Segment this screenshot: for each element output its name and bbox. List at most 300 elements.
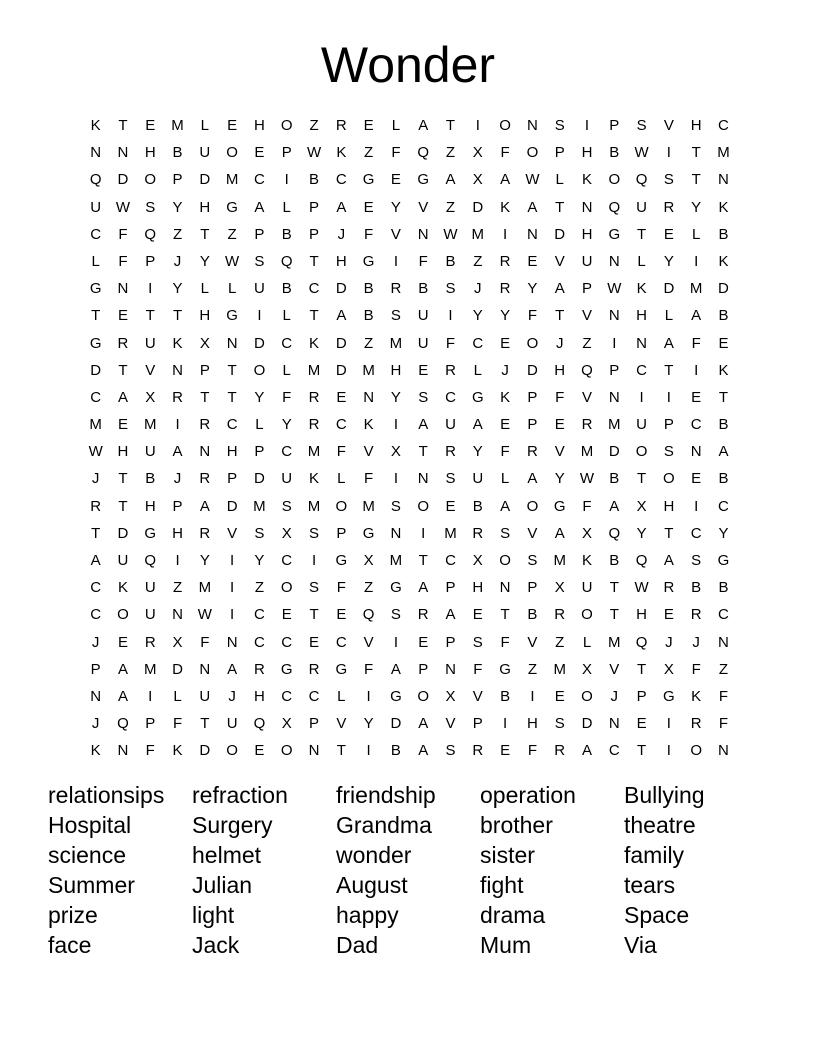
grid-letter: U [117, 552, 129, 569]
word-list-item: Dad [336, 932, 379, 958]
grid-letter: V [390, 225, 401, 243]
grid-letter: B [500, 687, 511, 705]
grid-letter: P [581, 280, 592, 298]
word-list-item: brother [480, 812, 553, 838]
grid-letter: A [581, 742, 592, 760]
grid-letter: O [226, 742, 238, 760]
grid-letter: W [88, 443, 103, 461]
grid-letter: O [608, 171, 621, 189]
grid-letter: C [608, 742, 620, 760]
grid-letter: T [637, 660, 647, 678]
grid-letter: T [609, 606, 619, 624]
grid-letter: H [199, 307, 211, 325]
grid-letter: S [636, 117, 647, 134]
grid-letter: S [309, 579, 320, 597]
grid-letter: M [307, 497, 321, 515]
grid-letter: Z [473, 252, 483, 270]
grid-letter: H [581, 225, 593, 243]
word-list-item: sister [480, 842, 535, 868]
grid-letter: J [91, 470, 100, 488]
grid-letter: V [145, 361, 156, 379]
grid-letter: F [555, 388, 565, 406]
grid-letter: W [607, 280, 622, 298]
grid-letter: A [663, 334, 674, 352]
grid-letter: V [418, 198, 429, 216]
grid-letter: S [691, 552, 702, 569]
grid-letter: M [471, 225, 485, 243]
grid-letter: T [691, 171, 701, 189]
grid-letter: V [363, 443, 374, 461]
grid-letter: F [364, 660, 374, 678]
grid-letter: T [172, 307, 183, 325]
grid-letter: S [500, 524, 511, 542]
grid-letter: L [637, 252, 646, 270]
grid-letter: M [389, 552, 403, 569]
grid-letter: E [336, 388, 347, 406]
grid-letter: S [254, 252, 265, 270]
grid-letter: V [581, 307, 592, 325]
grid-letter: I [612, 334, 617, 352]
grid-letter: H [636, 606, 647, 624]
grid-letter: K [718, 361, 729, 379]
grid-letter: Z [364, 334, 374, 352]
grid-letter: S [445, 280, 456, 298]
word-list-item: Jack [192, 932, 240, 958]
grid-letter: L [500, 470, 510, 488]
grid-letter: U [636, 198, 647, 216]
grid-letter: I [175, 416, 180, 434]
grid-letter: T [118, 497, 128, 515]
grid-letter: N [117, 144, 129, 162]
grid-letter: D [663, 280, 675, 298]
grid-letter: J [91, 633, 100, 651]
grid-letter: I [393, 252, 398, 270]
grid-letter: A [718, 443, 729, 461]
grid-letter: L [255, 416, 264, 434]
grid-letter: Y [527, 280, 538, 298]
grid-letter: C [254, 606, 265, 624]
grid-letter: L [282, 198, 291, 216]
grid-letter: C [308, 687, 320, 705]
grid-letter: T [637, 470, 647, 488]
grid-letter: B [609, 144, 620, 162]
grid-letter: I [666, 715, 671, 733]
grid-letter: F [282, 388, 292, 406]
grid-letter: Q [144, 225, 157, 243]
letter-grid [82, 112, 737, 765]
grid-letter: N [608, 252, 620, 270]
grid-letter: L [282, 361, 291, 379]
grid-letter: I [503, 225, 508, 243]
grid-letter: A [90, 552, 101, 569]
grid-letter: D [608, 443, 620, 461]
grid-letter: Q [417, 144, 430, 162]
grid-letter: D [718, 280, 729, 298]
grid-letter: Y [500, 307, 511, 325]
grid-letter: Y [172, 280, 183, 298]
grid-letter: C [445, 552, 456, 569]
grid-letter: U [254, 280, 265, 298]
grid-letter: Y [390, 388, 401, 406]
grid-letter: G [417, 171, 430, 189]
grid-letter: U [281, 470, 293, 488]
grid-letter: O [417, 497, 430, 515]
grid-letter: F [364, 470, 374, 488]
grid-letter: L [582, 633, 592, 651]
grid-letter: A [554, 524, 565, 542]
grid-letter: H [254, 687, 265, 705]
grid-letter: F [172, 715, 183, 733]
grid-letter: P [663, 416, 674, 434]
grid-letter: F [473, 660, 483, 678]
grid-letter: U [581, 252, 593, 270]
grid-letter: M [553, 552, 566, 569]
grid-letter: I [666, 742, 671, 760]
grid-letter: L [200, 117, 209, 134]
grid-letter: N [526, 117, 538, 134]
grid-letter: T [309, 252, 319, 270]
grid-letter: A [227, 660, 238, 678]
grid-letter: A [663, 552, 674, 569]
grid-letter: I [694, 252, 699, 270]
grid-letter: J [610, 687, 619, 705]
grid-letter: F [527, 742, 537, 760]
grid-letter: R [526, 443, 538, 461]
word-list-item: prize [48, 902, 98, 928]
grid-letter: T [555, 307, 565, 325]
grid-letter: U [199, 144, 211, 162]
grid-letter: X [663, 660, 674, 678]
grid-letter: I [475, 117, 480, 134]
grid-letter: K [691, 687, 702, 705]
grid-letter: T [637, 742, 647, 760]
grid-letter: P [254, 225, 265, 243]
grid-letter: M [307, 443, 321, 461]
grid-letter: P [527, 579, 538, 597]
grid-letter: R [581, 416, 593, 434]
grid-letter: U [417, 307, 429, 325]
grid-letter: Y [718, 524, 729, 542]
grid-letter: G [144, 524, 157, 542]
grid-letter: Q [144, 552, 157, 569]
grid-letter: K [117, 579, 128, 597]
grid-letter: T [418, 552, 428, 569]
grid-letter: R [144, 633, 156, 651]
grid-letter: P [445, 579, 456, 597]
grid-letter: S [554, 715, 565, 733]
grid-letter: Y [363, 715, 374, 733]
grid-letter: H [526, 715, 538, 733]
grid-letter: R [445, 443, 456, 461]
grid-letter: N [718, 633, 729, 651]
grid-letter: E [663, 606, 674, 624]
grid-letter: L [664, 307, 674, 325]
grid-letter: E [117, 416, 128, 434]
grid-letter: E [691, 388, 702, 406]
grid-letter: A [418, 742, 429, 760]
word-list-item: drama [480, 902, 546, 928]
grid-letter: T [227, 361, 237, 379]
grid-letter: P [281, 144, 292, 162]
grid-letter: D [581, 715, 593, 733]
grid-letter: X [636, 497, 647, 515]
grid-letter: P [199, 361, 210, 379]
grid-letter: F [691, 660, 701, 678]
grid-letter: M [362, 361, 375, 379]
grid-letter: A [199, 497, 210, 515]
word-list-item: family [624, 842, 685, 868]
grid-letter: I [230, 606, 235, 624]
grid-letter: P [172, 497, 183, 515]
grid-letter: B [718, 579, 729, 597]
grid-letter: N [390, 524, 402, 542]
grid-letter: D [90, 361, 102, 379]
grid-letter: O [635, 443, 648, 461]
grid-letter: T [91, 307, 101, 325]
grid-letter: G [471, 388, 484, 406]
grid-letter: P [527, 416, 538, 434]
grid-letter: M [389, 334, 403, 352]
word-list-item: refraction [192, 782, 288, 808]
grid-letter: K [718, 252, 729, 270]
grid-letter: K [172, 334, 183, 352]
grid-letter: R [417, 606, 429, 624]
grid-letter: O [526, 334, 539, 352]
grid-letter: F [691, 334, 701, 352]
word-list-item: science [48, 842, 126, 868]
grid-letter: C [226, 416, 238, 434]
grid-letter: O [499, 117, 511, 134]
grid-letter: A [527, 470, 538, 488]
grid-letter: Q [581, 361, 593, 379]
grid-letter: N [445, 660, 456, 678]
grid-letter: G [499, 660, 511, 678]
grid-letter: F [718, 687, 729, 705]
grid-letter: R [554, 606, 566, 624]
grid-letter: G [717, 552, 730, 569]
grid-letter: E [390, 171, 401, 189]
word-list-item: Hospital [48, 812, 132, 838]
grid-letter: C [90, 606, 102, 624]
grid-letter: W [197, 606, 212, 624]
grid-letter: E [281, 606, 292, 624]
grid-letter: N [417, 225, 429, 243]
grid-letter: V [363, 633, 374, 651]
grid-letter: B [718, 470, 729, 488]
grid-letter: G [280, 660, 293, 678]
grid-letter: S [390, 307, 401, 325]
grid-letter: F [500, 144, 510, 162]
grid-letter: A [336, 198, 347, 216]
grid-letter: O [499, 552, 511, 569]
grid-letter: N [581, 198, 593, 216]
grid-letter: U [636, 416, 647, 434]
grid-letter: R [663, 579, 675, 597]
grid-letter: U [417, 334, 429, 352]
grid-letter: K [172, 742, 183, 760]
grid-letter: E [554, 416, 565, 434]
grid-letter: A [445, 171, 456, 189]
grid-letter: Q [635, 633, 648, 651]
grid-letter: H [226, 443, 238, 461]
grid-letter: G [89, 334, 102, 352]
word-list-item: theatre [624, 812, 696, 838]
grid-letter: I [311, 552, 317, 569]
grid-letter: N [226, 633, 238, 651]
word-list-item: Summer [48, 872, 135, 898]
word-list-item: Julian [192, 872, 253, 898]
grid-letter: A [172, 443, 183, 461]
grid-letter: Q [608, 198, 621, 216]
grid-letter: C [718, 497, 729, 515]
grid-letter: J [474, 280, 482, 298]
grid-letter: O [253, 361, 266, 379]
grid-letter: J [173, 470, 182, 488]
grid-letter: A [691, 307, 702, 325]
grid-letter: P [145, 252, 156, 270]
grid-letter: I [393, 470, 398, 488]
grid-letter: I [366, 687, 371, 705]
grid-letter: V [527, 633, 538, 651]
grid-letter: R [254, 660, 265, 678]
grid-letter: U [581, 579, 593, 597]
grid-letter: V [581, 388, 592, 406]
grid-letter: T [200, 388, 210, 406]
grid-letter: E [691, 470, 702, 488]
grid-letter: F [445, 334, 456, 352]
grid-letter: G [335, 552, 348, 569]
grid-letter: E [254, 144, 265, 162]
grid-letter: R [199, 524, 211, 542]
grid-letter: I [666, 388, 671, 406]
grid-letter: P [527, 388, 538, 406]
grid-letter: C [281, 443, 293, 461]
grid-letter: I [148, 687, 153, 705]
grid-letter: M [89, 416, 102, 434]
grid-letter: G [362, 524, 375, 542]
grid-letter: I [503, 715, 508, 733]
grid-letter: D [254, 334, 265, 352]
grid-letter: Z [227, 225, 237, 243]
grid-letter: S [445, 470, 456, 488]
grid-letter: W [525, 171, 540, 189]
grid-letter: N [636, 334, 647, 352]
grid-letter: F [418, 252, 428, 270]
grid-letter: B [718, 416, 729, 434]
grid-letter: V [472, 687, 483, 705]
grid-letter: W [634, 144, 649, 162]
grid-letter: P [472, 715, 483, 733]
grid-letter: G [553, 497, 566, 515]
grid-letter: L [227, 280, 237, 298]
grid-letter: S [254, 524, 265, 542]
grid-letter: O [280, 117, 293, 134]
grid-letter: E [117, 307, 128, 325]
grid-letter: A [418, 579, 429, 597]
grid-letter: G [226, 307, 238, 325]
grid-letter: D [526, 361, 538, 379]
grid-letter: Q [608, 524, 621, 542]
grid-letter: N [608, 307, 620, 325]
grid-letter: A [445, 606, 456, 624]
grid-letter: A [117, 687, 128, 705]
grid-letter: E [227, 117, 238, 134]
grid-letter: Y [472, 443, 483, 461]
grid-letter: B [309, 171, 320, 189]
grid-letter: K [581, 171, 592, 189]
grid-letter: C [335, 633, 347, 651]
grid-letter: P [636, 687, 647, 705]
grid-letter: Y [199, 552, 210, 569]
grid-letter: I [421, 524, 426, 542]
grid-letter: R [335, 117, 347, 134]
grid-letter: X [581, 660, 592, 678]
grid-letter: C [308, 280, 320, 298]
grid-letter: D [335, 280, 347, 298]
grid-letter: Z [718, 660, 729, 678]
grid-letter: N [90, 687, 102, 705]
grid-letter: E [663, 225, 674, 243]
grid-letter: Y [663, 252, 674, 270]
grid-letter: B [363, 280, 374, 298]
grid-letter: K [500, 388, 511, 406]
grid-letter: Q [280, 252, 293, 270]
grid-letter: E [363, 198, 374, 216]
grid-letter: C [690, 416, 702, 434]
grid-letter: I [694, 361, 699, 379]
grid-letter: T [200, 225, 210, 243]
grid-letter: U [445, 416, 456, 434]
grid-letter: J [337, 225, 346, 243]
grid-letter: D [199, 171, 211, 189]
grid-letter: G [89, 280, 102, 298]
grid-letter: X [554, 579, 565, 597]
grid-letter: S [390, 497, 401, 515]
grid-letter: Y [390, 198, 401, 216]
grid-letter: A [500, 171, 511, 189]
grid-letter: I [366, 742, 371, 760]
grid-letter: W [306, 144, 322, 162]
grid-letter: J [555, 334, 564, 352]
grid-letter: S [445, 742, 456, 760]
grid-letter: S [145, 198, 156, 216]
grid-letter: V [527, 524, 538, 542]
grid-letter: C [281, 552, 293, 569]
grid-letter: T [418, 443, 428, 461]
grid-letter: P [309, 715, 320, 733]
grid-letter: B [390, 742, 401, 760]
grid-letter: H [690, 117, 702, 134]
grid-letter: X [581, 524, 592, 542]
grid-letter: T [309, 606, 319, 624]
grid-letter: T [309, 307, 319, 325]
grid-letter: S [663, 443, 674, 461]
grid-letter: Z [254, 579, 265, 597]
grid-letter: C [690, 524, 702, 542]
grid-letter: K [309, 470, 320, 488]
grid-letter: M [307, 361, 321, 379]
grid-letter: E [636, 715, 647, 733]
grid-letter: O [581, 606, 593, 624]
grid-letter: C [335, 171, 347, 189]
grid-letter: G [335, 660, 348, 678]
grid-letter: P [309, 225, 320, 243]
word-list-item: fight [480, 872, 524, 898]
word-list-item: tears [624, 872, 676, 898]
grid-letter: O [280, 742, 293, 760]
grid-letter: R [663, 198, 675, 216]
grid-letter: H [144, 144, 156, 162]
